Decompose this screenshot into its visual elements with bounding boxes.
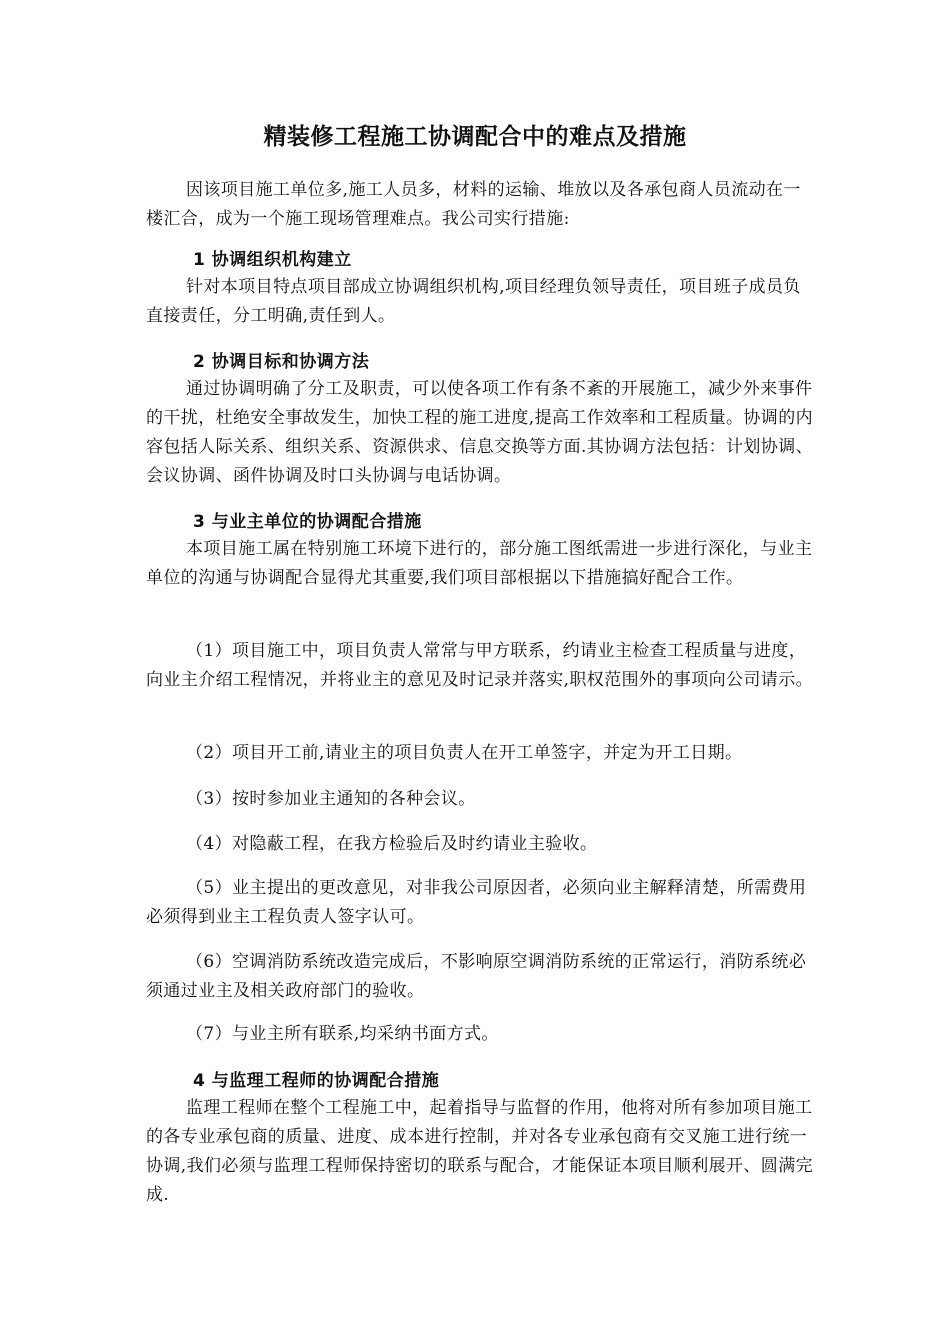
measure-item-4: （4）对隐蔽工程，在我方检验后及时约请业主验收。: [186, 834, 598, 854]
measure-item-5: （5）业主提出的更改意见，对非我公司原因者，必须向业主解释清楚，所需费用必须得到业主工程负责人签字认可。: [146, 878, 807, 927]
section-heading-1: 1 协调组织机构建立: [193, 250, 352, 270]
section-heading-3: 3 与业主单位的协调配合措施: [193, 512, 422, 532]
measure-item-3: （3）按时参加业主通知的各种会议。: [186, 789, 476, 809]
section-body-3: 本项目施工属在特别施工环境下进行的，部分施工图纸需进一步进行深化，与业主单位的沟通与协调配合显得尤其重要,我们项目部根据以下措施搞好配合工作。: [146, 539, 813, 588]
intro-paragraph: 因该项目施工单位多,施工人员多，材料的运输、堆放以及各承包商人员流动在一楼汇合，成为一个施工现场管理难点。我公司实行措施:: [146, 180, 801, 229]
section-body-4: 监理工程师在整个工程施工中，起着指导与监督的作用，他将对所有参加项目施工的各专业承包商的质量、进度、成本进行控制，并对各专业承包商有交叉施工进行统一协调,我们必须与监理工程师保持密切的联系与配合，才能保证本项目顺利展开、圆满完成.: [146, 1098, 814, 1205]
document-title: 精装修工程施工协调配合中的难点及措施: [263, 124, 687, 150]
measure-item-2: （2）项目开工前,请业主的项目负责人在开工单签字，并定为开工日期。: [186, 743, 743, 763]
measure-item-1: （1）项目施工中，项目负责人常常与甲方联系，约请业主检查工程质量与进度，向业主介绍工程情况，并将业主的意见及时记录并落实,职权范围外的事项向公司请示。: [146, 641, 814, 690]
measure-item-6: （6）空调消防系统改造完成后，不影响原空调消防系统的正常运行，消防系统必须通过业主及相关政府部门的验收。: [146, 952, 807, 1001]
section-body-1: 针对本项目特点项目部成立协调组织机构,项目经理负领导责任，项目班子成员负直接责任，分工明确,责任到人。: [146, 277, 801, 326]
measure-item-7: （7）与业主所有联系,均采纳书面方式。: [186, 1024, 499, 1044]
section-heading-4: 4 与监理工程师的协调配合措施: [193, 1071, 440, 1091]
section-body-2: 通过协调明确了分工及职责，可以使各项工作有条不紊的开展施工，减少外来事件的干扰，杜绝安全事故发生，加快工程的施工进度,提高工作效率和工程质量。协调的内容包括人际关系、组织关系、资源供求、信息交换等方面.其协调方法包括：计划协调、会议协调、函件协调及时口头协调与电话协调。: [146, 379, 814, 486]
section-heading-2: 2 协调目标和协调方法: [193, 352, 370, 372]
